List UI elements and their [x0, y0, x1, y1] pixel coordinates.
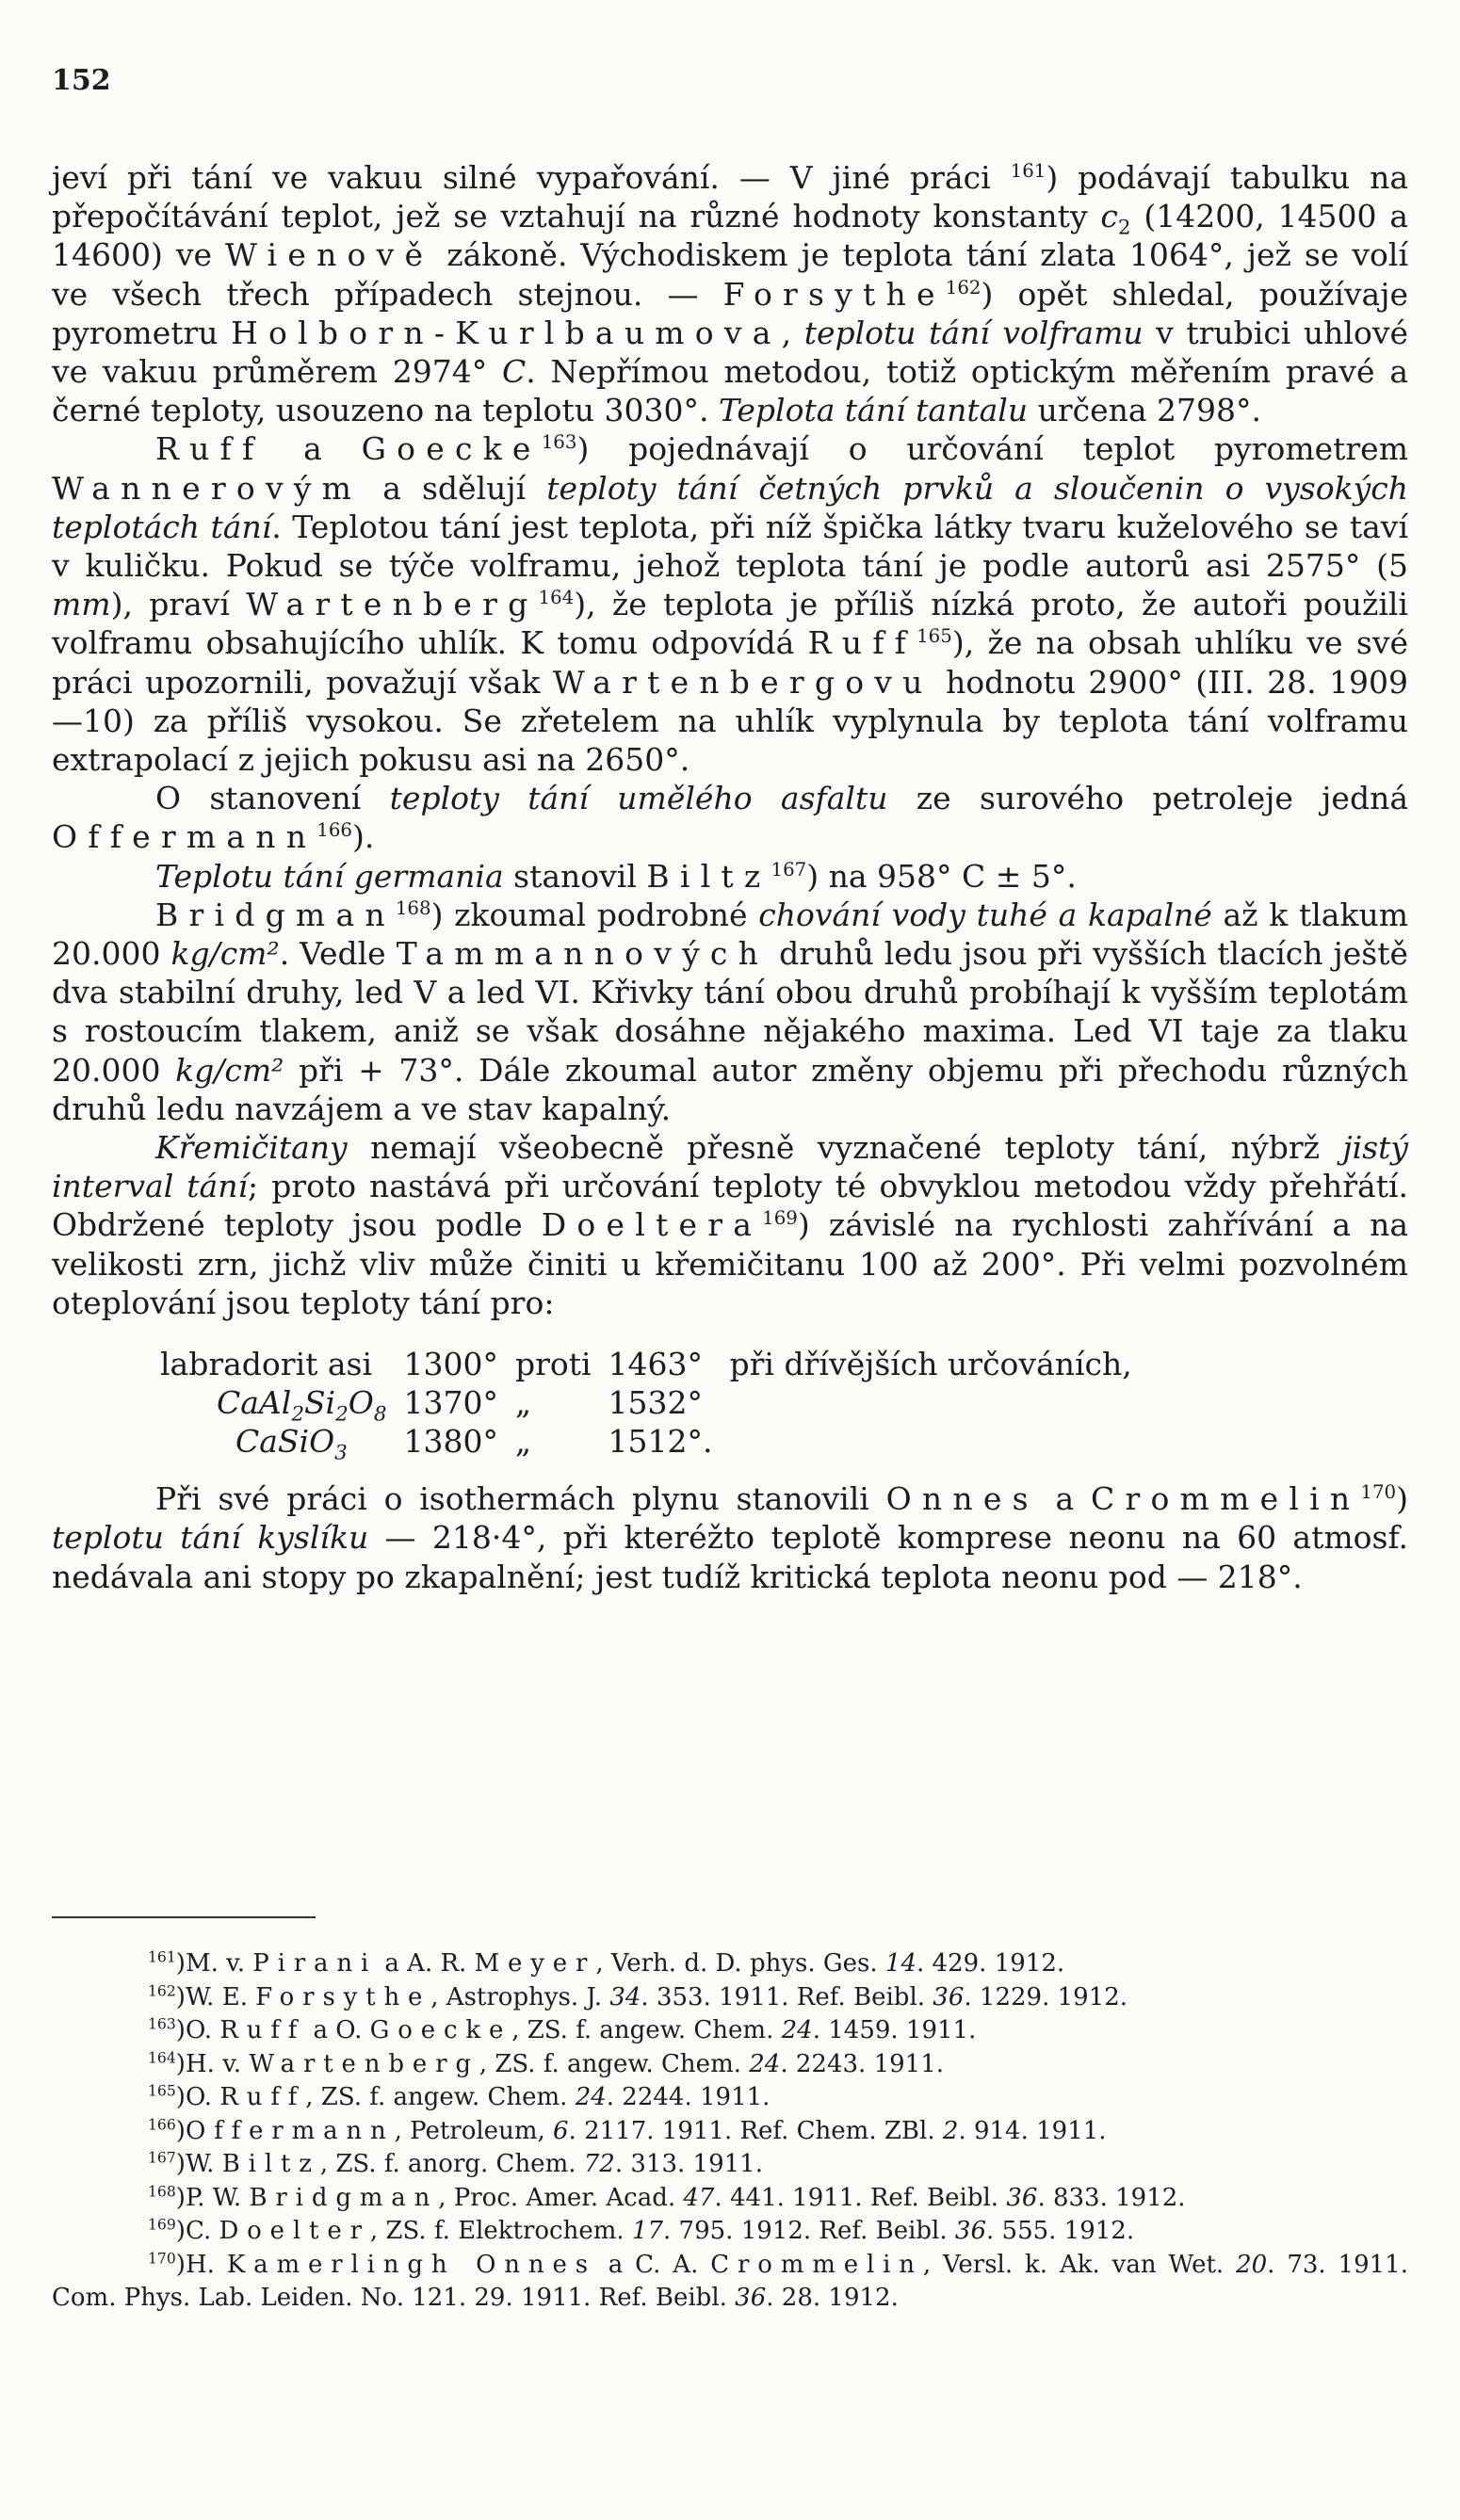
- volume-number: 72: [583, 2150, 615, 2178]
- paragraph-3: [52, 779, 1408, 856]
- row-note: [730, 1422, 1149, 1461]
- table-row: [160, 1422, 1149, 1461]
- footnote: [52, 2215, 1408, 2249]
- new-value: 1370°: [403, 1384, 498, 1422]
- footnote-ref: 167: [771, 858, 807, 880]
- volume-number: 2: [942, 2116, 959, 2145]
- emphasis: teploty tání četných prvků a sloučenin o vysokých teplotách tání: [52, 469, 1408, 545]
- emphasis: Teplotu tání germania: [155, 857, 504, 895]
- text: ) na 958° C ± 5°.: [806, 857, 1077, 895]
- emphasis: teploty tání umělého asfaltu: [389, 780, 888, 817]
- footnote-number: $^{167}$): [148, 2149, 186, 2178]
- footnote-ref: 162: [945, 276, 981, 299]
- author-name: Crommelin: [1091, 1480, 1361, 1518]
- footnote: [52, 2048, 1408, 2082]
- citation-text: O.: [186, 2016, 220, 2044]
- author-name: Offermann: [52, 818, 317, 856]
- footnote-ref: 166: [316, 819, 353, 842]
- text: Při své práci o isothermách plynu stanovili: [155, 1480, 886, 1518]
- volume-number: 24: [575, 2083, 607, 2111]
- citation-text: . 795. 1912. Ref. Beibl.: [663, 2217, 955, 2245]
- citation-text: H. v.: [186, 2049, 250, 2078]
- footnote: [52, 2148, 1408, 2182]
- old-value: 1463°: [608, 1346, 704, 1383]
- text: . Nepřímou metodou, totiž optickým měřením pravé a černé teploty, usouzeno na teplotu 3030°.: [52, 353, 1408, 429]
- author-name: Forsythe: [722, 275, 946, 313]
- volume-number: 36: [933, 1982, 965, 2011]
- footnote-ref: 169: [762, 1207, 798, 1230]
- text: ): [1396, 1480, 1408, 1518]
- footnote: [52, 2182, 1408, 2216]
- volume-number: 36: [954, 2217, 986, 2245]
- mineral-name: labradorit asi: [160, 1346, 373, 1383]
- text: stanovil: [503, 857, 647, 895]
- text: v trubici uhlové ve vakuu průměrem 2974°: [52, 314, 1408, 391]
- footnote-ref: 170: [1360, 1481, 1397, 1504]
- citation-text: . 914. 1911.: [958, 2116, 1107, 2145]
- text: zákoně. Východiskem je teplota tání zlata 1064°, jež se volí ve všech třech případech stejnou. —: [52, 236, 1408, 313]
- text: ) opět shledal, používaje pyrometru: [52, 275, 1408, 351]
- volume-number: 24: [749, 2049, 781, 2078]
- citation-text: . 429. 1912.: [917, 1949, 1065, 1978]
- chemical-formula: [160, 1383, 403, 1427]
- volume-number: 36: [735, 2284, 767, 2312]
- unit: C: [501, 353, 527, 391]
- text: hodnotu 2900° (III. 28. 1909—10) za příliš vysokou. Se zřetelem na uhlík vyplynula by teplota tání volframu extrapolací z jejich pokusu asi na 2650°.: [52, 663, 1409, 779]
- emphasis: Křemičitany: [155, 1129, 348, 1167]
- author-name: Tammannových: [396, 935, 770, 973]
- author-name: Wartenberg: [249, 2049, 479, 2078]
- citation-text: , Verh. d. D. phys. Ges.: [595, 1949, 885, 1978]
- volume-number: 36: [1006, 2183, 1038, 2212]
- new-value: 1300°: [403, 1346, 498, 1383]
- citation-text: , ZS. f. angew. Chem.: [511, 2016, 782, 2044]
- volume-number: 20: [1236, 2250, 1268, 2279]
- row-note: při dřívějších určováních,: [729, 1346, 1132, 1383]
- author-name: Goecke: [369, 2016, 512, 2044]
- citation-text: . 73. 1911. Com. Phys. Lab. Leiden. No. 121. 29. 1911. Ref. Beibl.: [52, 2250, 1408, 2312]
- footnote-divider: [52, 1916, 316, 1918]
- author-name: Ruff: [155, 430, 265, 468]
- citation-text: . 833. 1912.: [1037, 2183, 1186, 2212]
- text: — 218·4°, při kteréžto teplotě komprese neonu na 60 atmosf. nedávala ani stopy po zkapalnění; jest tudíž kritická teplota neonu pod — 218°.: [52, 1519, 1408, 1595]
- unit: kg/cm²: [175, 1051, 284, 1089]
- author-name: Doelter: [219, 2217, 370, 2245]
- author-name: Biltz: [221, 2150, 320, 2178]
- citation-text: C.: [186, 2217, 219, 2245]
- author-name: Ruff: [219, 2016, 306, 2044]
- old-value: 1532°: [608, 1384, 704, 1422]
- footnote-ref: 165: [917, 625, 952, 648]
- emphasis: chování vody tuhé a kapalné: [758, 896, 1212, 933]
- citation-text: a C. A.: [595, 2250, 711, 2279]
- footnote: [52, 2081, 1408, 2115]
- text: . Teplotou tání jest teplota, při níž špička látky tvaru kuželového se taví v kuličku. Pokud se týče volframu, jehož teplota tání je podle autorů asi 2575° (5: [52, 508, 1408, 585]
- footnote-number: $^{168}$): [148, 2182, 186, 2212]
- footnote-number: $^{166}$): [148, 2115, 186, 2145]
- footnote: [52, 2115, 1408, 2149]
- text: ) podávají tabulku na přepočítávání teplot, jež se vztahují na různé hodnoty konstanty: [52, 159, 1408, 235]
- formula-subscript: 8: [373, 1402, 387, 1427]
- paragraph-7: [52, 1479, 1408, 1596]
- volume-number: 17: [631, 2217, 664, 2245]
- emphasis: jistý interval tání: [52, 1129, 1408, 1205]
- chemical-formula: [160, 1422, 403, 1465]
- emphasis: Teplota tání tantalu: [718, 392, 1029, 429]
- citation-text: . 441. 1911. Ref. Beibl.: [714, 2183, 1007, 2212]
- footnote-ref: 163: [541, 431, 577, 454]
- comparison-word: proti: [514, 1346, 592, 1383]
- paragraph-5: [52, 896, 1408, 1128]
- citation-text: , ZS. f. Elektrochem.: [369, 2217, 632, 2245]
- author-name: Pirani: [252, 1949, 378, 1978]
- volume-number: 6: [553, 2116, 569, 2145]
- unit: kg/cm²: [170, 935, 280, 973]
- text: ) závislé na rychlosti zahřívání a na velikosti zrn, jichž vliv může činiti u křemičitanu 100 až 200°. Při velmi pozvolném oteplování jsou teploty tání pro:: [52, 1206, 1408, 1321]
- footnote-ref: 164: [538, 587, 575, 609]
- footnote-number: $^{165}$): [148, 2082, 186, 2111]
- text: ; proto nastává při určování teploty té obvyklou metodou vždy přehřátí. Obdržené teploty jsou podle: [52, 1168, 1408, 1244]
- author-name: Wartenberg: [246, 586, 539, 623]
- melting-point-table: [160, 1345, 1149, 1465]
- text: až k tlakum 20.000: [52, 896, 1408, 973]
- author-name: Bridgman: [155, 896, 396, 933]
- text: určena 2798°.: [1028, 392, 1261, 429]
- citation-text: , ZS. f. angew. Chem.: [479, 2049, 750, 2078]
- author-name: Ruff: [807, 624, 917, 662]
- citation-text: H.: [186, 2250, 227, 2279]
- table-row: [160, 1345, 1149, 1383]
- constant-symbol: c: [1100, 198, 1118, 235]
- citation-text: O.: [186, 2083, 220, 2111]
- footnote: [52, 2014, 1408, 2048]
- footnote-number: $^{169}$): [148, 2216, 186, 2245]
- text: ) pojednávají o určování teplot pyrometrem: [576, 430, 1409, 468]
- footnote-number: $^{161}$): [148, 1948, 186, 1978]
- ditto-mark: „: [514, 1423, 532, 1461]
- paragraph-4: [52, 857, 1408, 896]
- citation-text: . 1459. 1911.: [812, 2016, 977, 2044]
- footnote-number: $^{162}$): [148, 1981, 186, 2011]
- paragraph-2: [52, 429, 1408, 779]
- author-name: Wartenbergovu: [552, 663, 933, 701]
- footnote-ref: 161: [1010, 160, 1046, 182]
- author-name: Biltz: [646, 857, 771, 895]
- citation-text: P. W.: [186, 2183, 250, 2212]
- text: a sdělují: [362, 469, 547, 507]
- emphasis: teplotu tání kyslíku: [52, 1519, 369, 1557]
- citation-text: . 28. 1912.: [766, 2284, 899, 2312]
- footnotes: [52, 1947, 1408, 2316]
- formula-subscript: 2: [335, 1402, 349, 1427]
- table-row: [160, 1383, 1149, 1422]
- citation-text: , Proc. Amer. Acad.: [438, 2183, 684, 2212]
- text: nemají všeobecně přesně vyznačené teploty tání, nýbrž: [347, 1129, 1343, 1167]
- unit: mm: [52, 586, 111, 623]
- author-name: Forsythe: [255, 1982, 431, 2011]
- author-name: Offermann: [186, 2116, 395, 2145]
- text: ).: [352, 818, 375, 856]
- citation-text: . 2244. 1911.: [606, 2083, 771, 2111]
- footnote: [52, 1947, 1408, 1981]
- formula-part: Si: [303, 1384, 336, 1422]
- citation-text: . 555. 1912.: [986, 2217, 1135, 2245]
- citation-text: a O.: [305, 2016, 370, 2044]
- author-name: Kamerlingh Onnes: [226, 2250, 596, 2279]
- footnote-number: $^{170}$): [148, 2249, 186, 2279]
- new-value: 1380°: [403, 1423, 498, 1461]
- page-number: 152: [52, 64, 111, 97]
- text: ), že na obsah uhlíku ve své práci upozornili, považují však: [52, 624, 1408, 701]
- volume-number: 47: [683, 2183, 715, 2212]
- text: jeví při tání ve vakuu silné vypařování. — V jiné práci: [52, 159, 1011, 196]
- paragraph-1: [52, 158, 1408, 429]
- citation-text: . 2117. 1911. Ref. Chem. ZBl.: [568, 2116, 943, 2145]
- body-text: [52, 158, 1408, 1596]
- author-name: Ruff: [219, 2083, 306, 2111]
- citation-text: , Versl. k. Ak. van Wet.: [922, 2250, 1237, 2279]
- text: ), že teplota je příliš nízká proto, že autoři použili volframu obsahujícího uhlík. K tomu odpovídá: [52, 586, 1408, 662]
- text: ze surového petroleje jedná: [887, 780, 1408, 817]
- footnote-number: $^{163}$): [148, 2015, 186, 2044]
- formula-subscript: 2: [291, 1402, 304, 1427]
- citation-text: W. E.: [186, 1982, 256, 2011]
- citation-text: , Petroleum,: [394, 2116, 553, 2145]
- footnote: [52, 2249, 1408, 2316]
- author-name: Wienově: [225, 236, 434, 274]
- author-name: Wannerovým: [52, 469, 363, 507]
- text: . Vedle: [279, 935, 397, 973]
- citation-text: . 353. 1911. Ref. Beibl.: [641, 1982, 933, 2011]
- emphasis: teplotu tání volframu: [803, 314, 1144, 351]
- constant-subscript: 2: [1117, 216, 1131, 240]
- text: při + 73°. Dále zkoumal autor změny objemu při přechodu různých druhů ledu navzájem a ve stav kapalný.: [52, 1051, 1408, 1127]
- author-name: Doeltera: [541, 1206, 763, 1244]
- formula-part: CaSiO: [235, 1423, 335, 1461]
- footnote-number: $^{164}$): [148, 2048, 186, 2078]
- citation-text: . 313. 1911.: [614, 2150, 763, 2178]
- citation-text: , ZS. f. angew. Chem.: [305, 2083, 576, 2111]
- formula-part: O: [348, 1384, 374, 1422]
- volume-number: 24: [781, 2016, 813, 2044]
- text: a: [1038, 1480, 1091, 1518]
- citation-text: . 2243. 1911.: [780, 2049, 945, 2078]
- text: a: [264, 430, 362, 468]
- footnote-ref: 168: [395, 897, 431, 919]
- footnote: [52, 1981, 1408, 2015]
- text: ) zkoumal podrobné: [430, 896, 759, 933]
- author-name: Bridgman: [249, 2183, 439, 2212]
- old-value: 1512°.: [608, 1423, 713, 1461]
- text: ,: [781, 314, 804, 351]
- ditto-mark: „: [514, 1384, 532, 1422]
- citation-text: . 1229. 1912.: [964, 1982, 1128, 2011]
- volume-number: 34: [609, 1982, 641, 2011]
- citation-text: W.: [186, 2150, 222, 2178]
- paragraph-6: [52, 1128, 1408, 1322]
- text: O stanovení: [155, 780, 390, 817]
- formula-part: CaAl: [217, 1384, 292, 1422]
- formula-subscript: 3: [334, 1441, 348, 1465]
- citation-text: a A. R.: [377, 1949, 475, 1978]
- author-name: Meyer: [474, 1949, 596, 1978]
- citation-text: , ZS. f. anorg. Chem.: [319, 2150, 584, 2178]
- author-name: Crommelin: [710, 2250, 923, 2279]
- citation-text: M. v.: [186, 1949, 253, 1978]
- text: (14200, 14500 a 14600) ve: [52, 198, 1408, 274]
- text: druhů ledu jsou při vyšších tlacích ještě dva stabilní druhy, led V a led VI. Křivky tání obou druhů probíhají k vyšším teplotám s rostoucím tlakem, aniž se však dosáhne nějakého maxima. Led VI taje za tlaku 20.000: [52, 935, 1408, 1089]
- volume-number: 14: [884, 1949, 917, 1978]
- author-name: Goecke: [361, 430, 542, 468]
- row-note: [730, 1383, 1149, 1422]
- author-name: Holborn-Kurlbaumova: [231, 314, 782, 351]
- text: ), praví: [110, 586, 247, 623]
- author-name: Onnes: [885, 1480, 1039, 1518]
- citation-text: , Astrophys. J.: [430, 1982, 610, 2011]
